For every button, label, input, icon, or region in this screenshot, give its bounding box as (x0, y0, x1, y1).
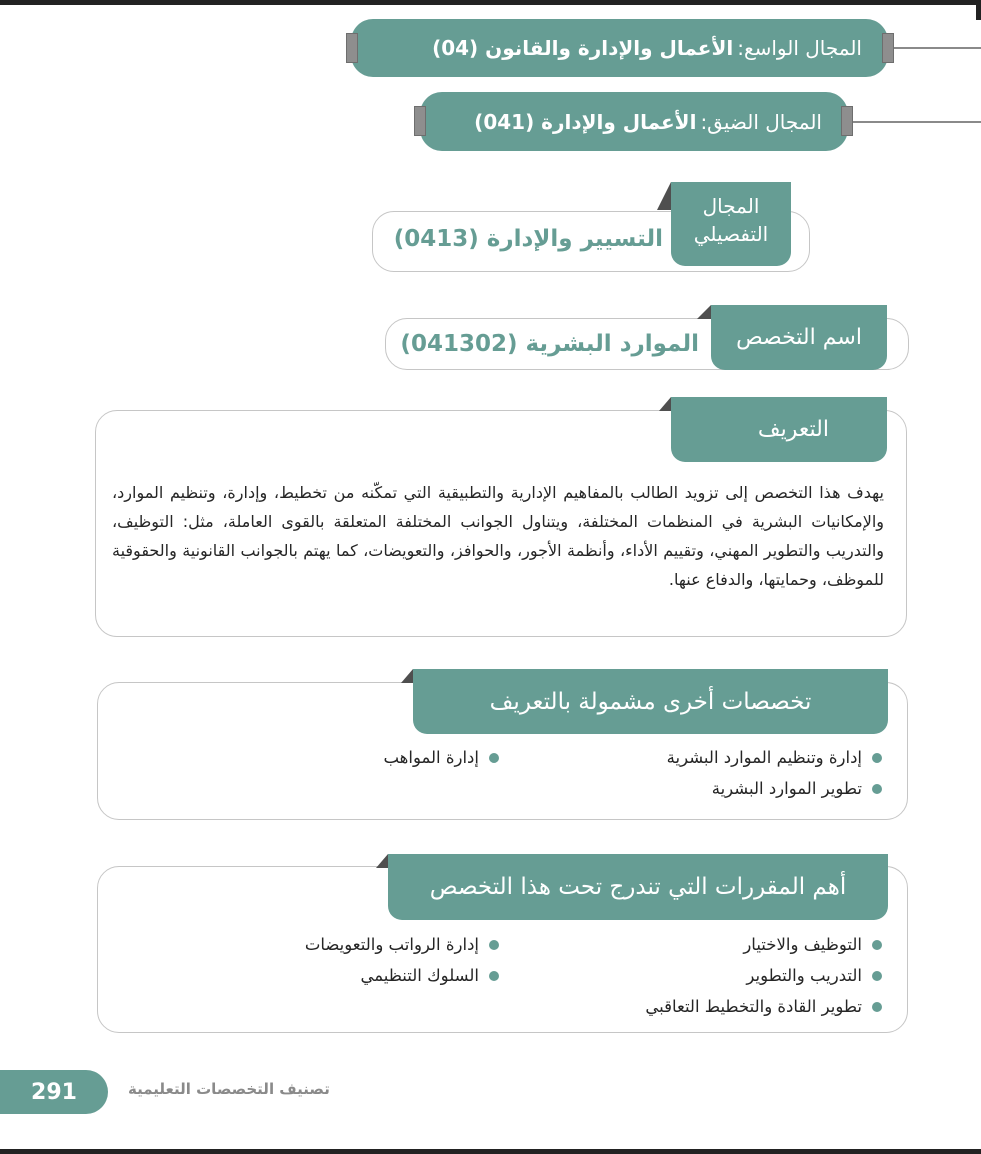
list-item (360, 966, 499, 985)
list-item-text: تطوير القادة والتخطيط التعاقبي (645, 997, 862, 1016)
list-item-text: إدارة وتنظيم الموارد البشرية (666, 748, 862, 767)
bullet-dot (489, 971, 499, 981)
pill-cap-left (346, 33, 358, 63)
right-border (976, 0, 981, 20)
list-item (305, 935, 499, 954)
tab-corner (376, 854, 388, 868)
list-item (667, 748, 882, 767)
bottom-border (0, 1149, 981, 1154)
top-border (0, 0, 981, 5)
bullet-dot (872, 940, 882, 950)
detailed-field-label-line2: التفصيلي (693, 222, 769, 246)
bullet-dot (872, 784, 882, 794)
other-specializations-tab (413, 669, 888, 734)
broad-field-pill (351, 19, 888, 77)
list-item-text: السلوك التنظيمي (360, 966, 479, 985)
list-item-text: إدارة الرواتب والتعويضات (304, 935, 479, 954)
tab-corner (401, 669, 413, 683)
page-number: 291 (0, 1070, 108, 1114)
detailed-field-label-line1: المجال (702, 194, 760, 218)
narrow-field-label: المجال الضيق: (700, 109, 822, 134)
tab-corner (659, 397, 671, 411)
narrow-field-value: الأعمال والإدارة (041) (474, 109, 697, 134)
list-item (743, 935, 882, 954)
courses-title: أهم المقررات التي تندرج تحت هذا التخصص (429, 874, 847, 900)
courses-tab (388, 854, 888, 920)
bullet-dot (489, 940, 499, 950)
specialization-tab (711, 305, 887, 370)
pill-cap-right (841, 106, 853, 136)
specialization-label: اسم التخصص (736, 325, 862, 350)
list-item-text: التوظيف والاختيار (743, 935, 862, 954)
list-item-text: تطوير الموارد البشرية (711, 779, 862, 798)
list-item-text: إدارة المواهب (383, 748, 479, 767)
connector-line (893, 47, 981, 49)
broad-field-label: المجال الواسع: (737, 36, 862, 60)
list-item (746, 966, 882, 985)
connector-line (850, 121, 981, 123)
detailed-field-value: التسيير والإدارة (0413) (393, 226, 663, 252)
broad-field-value: الأعمال والإدارة والقانون (04) (432, 36, 734, 60)
definition-tab (671, 397, 887, 462)
bullet-dot (872, 753, 882, 763)
tab-corner (697, 305, 711, 319)
list-item (383, 748, 499, 767)
pill-cap-right (882, 33, 894, 63)
book-title: تصنيف التخصصات التعليمية (128, 1080, 330, 1098)
other-specializations-title: تخصصات أخرى مشمولة بالتعريف (489, 688, 812, 715)
specialization-value: الموارد البشرية (041302) (400, 331, 699, 357)
bullet-dot (489, 753, 499, 763)
pill-cap-left (414, 106, 426, 136)
definition-title: التعريف (757, 417, 829, 442)
detailed-field-tab (671, 182, 791, 266)
tab-corner (657, 182, 671, 210)
narrow-field-pill (420, 92, 848, 151)
list-item (645, 997, 882, 1016)
list-item (712, 779, 882, 798)
bullet-dot (872, 971, 882, 981)
list-item-text: التدريب والتطوير (746, 966, 862, 985)
bullet-dot (872, 1002, 882, 1012)
definition-text: يهدف هذا التخصص إلى تزويد الطالب بالمفاهيم الإدارية والتطبيقية التي تمكّنه من تخطيط، وإدارة، وتنظيم الموارد، والإمكانيات البشرية في المنظمات المختلفة، ويتناول الجوانب المختلفة المتعلقة بالقوى العاملة، مثل: التوظيف، والتدريب والتطوير المهني، وتقييم الأداء، وأنظمة الأجور، والحوافز، والتعويضات، كما يهتم بالجوانب القانونية والحقوقية للموظف، وحمايتها، والدفاع عنها. (112, 483, 884, 589)
